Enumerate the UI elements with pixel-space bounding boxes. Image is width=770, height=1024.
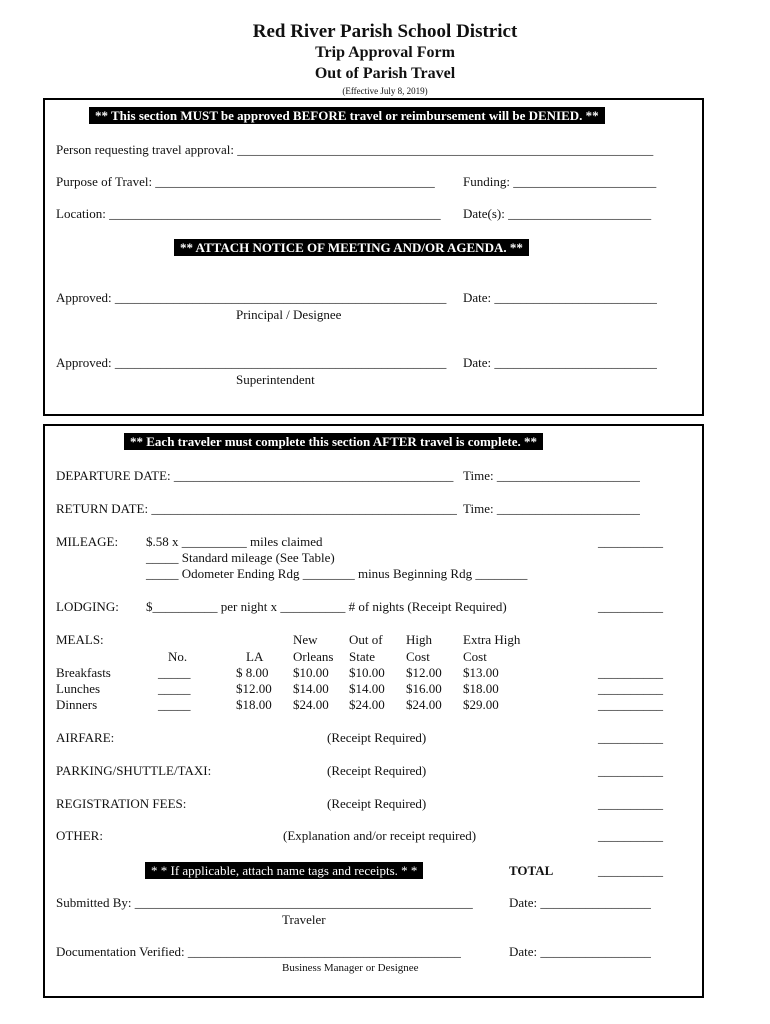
other-label: OTHER:	[56, 828, 103, 843]
traveler-caption: Traveler	[282, 912, 326, 927]
superintendent-approval-field[interactable]: Approved: ___________________________________________________	[56, 355, 447, 370]
meal-row-high-cost-rate: $24.00	[406, 697, 442, 712]
meal-row-out-of-state-rate: $10.00	[349, 665, 385, 680]
funding-field[interactable]: Funding: ______________________	[463, 174, 657, 189]
return-time-field[interactable]: Time: ______________________	[463, 501, 640, 516]
mileage-label: MILEAGE:	[56, 534, 119, 549]
total-amount-field[interactable]: __________	[598, 863, 663, 878]
meal-row-la-rate: $18.00	[236, 697, 272, 712]
parking-amount-field[interactable]: __________	[598, 763, 663, 778]
meal-row-extra-high-rate: $18.00	[463, 681, 499, 696]
registration-label: REGISTRATION FEES:	[56, 796, 187, 811]
meal-row-name: Lunches	[56, 681, 101, 696]
meal-row-count-field[interactable]: _____	[158, 697, 191, 712]
approval-banner: ** This section MUST be approved BEFORE travel or reimbursement will be DENIED. **	[89, 107, 605, 124]
mileage-miles-field[interactable]: $.58 x __________ miles claimed	[146, 534, 323, 549]
meal-row-high-cost-rate: $16.00	[406, 681, 442, 696]
location-field[interactable]: Location: ___________________________________________________	[56, 206, 441, 221]
business-manager-caption: Business Manager or Designee	[282, 962, 419, 974]
principal-approval-date-field[interactable]: Date: _________________________	[463, 290, 657, 305]
meals-header-no: No.	[168, 649, 188, 664]
meals-header-extra-high-2: Cost	[463, 649, 487, 664]
person-requesting-field[interactable]: Person requesting travel approval: ________________________________________________________________	[56, 142, 654, 157]
departure-time-field[interactable]: Time: ______________________	[463, 468, 640, 483]
meal-row-extra-high-rate: $13.00	[463, 665, 499, 680]
verified-date-field[interactable]: Date: _________________	[509, 944, 651, 959]
dates-field[interactable]: Date(s): ______________________	[463, 206, 652, 221]
airfare-label: AIRFARE:	[56, 730, 115, 745]
meals-header-extra-high-1: Extra High	[463, 632, 521, 647]
documentation-verified-field[interactable]: Documentation Verified: __________________________________________	[56, 944, 461, 959]
meals-header-high-cost-2: Cost	[406, 649, 430, 664]
meal-row-out-of-state-rate: $24.00	[349, 697, 385, 712]
superintendent-approval-date-field[interactable]: Date: _________________________	[463, 355, 657, 370]
meal-row-amount-field[interactable]: __________	[598, 681, 663, 696]
meals-header-out-of-state-1: Out of	[349, 632, 383, 647]
meal-row-name: Breakfasts	[56, 665, 111, 680]
registration-amount-field[interactable]: __________	[598, 796, 663, 811]
meal-row-name: Dinners	[56, 697, 98, 712]
parking-receipt-note: (Receipt Required)	[327, 763, 427, 778]
meals-header-high-cost-1: High	[406, 632, 432, 647]
meals-header-new-orleans-1: New	[293, 632, 318, 647]
meals-label: MEALS:	[56, 632, 104, 647]
total-label: TOTAL	[509, 863, 554, 878]
airfare-receipt-note: (Receipt Required)	[327, 730, 427, 745]
meal-row-count-field[interactable]: _____	[158, 681, 191, 696]
form-title: Trip Approval Form	[315, 44, 455, 61]
meal-row-new-orleans-rate: $24.00	[293, 697, 329, 712]
meal-row-la-rate: $12.00	[236, 681, 272, 696]
meal-row-extra-high-rate: $29.00	[463, 697, 499, 712]
meal-row-la-rate: $ 8.00	[236, 665, 269, 680]
superintendent-caption: Superintendent	[236, 372, 315, 387]
other-note: (Explanation and/or receipt required)	[283, 828, 477, 843]
registration-receipt-note: (Receipt Required)	[327, 796, 427, 811]
meals-header-new-orleans-2: Orleans	[293, 649, 334, 664]
meal-row-out-of-state-rate: $14.00	[349, 681, 385, 696]
principal-caption: Principal / Designee	[236, 307, 342, 322]
reimbursement-banner: ** Each traveler must complete this section AFTER travel is complete. **	[124, 433, 543, 450]
airfare-amount-field[interactable]: __________	[598, 730, 663, 745]
attach-tags-banner: * * If applicable, attach name tags and receipts. * *	[145, 862, 423, 879]
meal-row-high-cost-rate: $12.00	[406, 665, 442, 680]
return-date-field[interactable]: RETURN DATE: _______________________________________________	[56, 501, 457, 516]
submitted-date-field[interactable]: Date: _________________	[509, 895, 651, 910]
meal-row-new-orleans-rate: $10.00	[293, 665, 329, 680]
submitted-by-field[interactable]: Submitted By: ____________________________________________________	[56, 895, 473, 910]
meal-row-new-orleans-rate: $14.00	[293, 681, 329, 696]
meal-row-count-field[interactable]: _____	[158, 665, 191, 680]
meal-row-amount-field[interactable]: __________	[598, 697, 663, 712]
district-title: Red River Parish School District	[252, 21, 518, 42]
lodging-field[interactable]: $__________ per night x __________ # of nights (Receipt Required)	[146, 599, 507, 614]
parking-label: PARKING/SHUTTLE/TAXI:	[56, 763, 212, 778]
form-subtitle: Out of Parish Travel	[314, 65, 456, 82]
mileage-odometer-field[interactable]: _____ Odometer Ending Rdg ________ minus Beginning Rdg ________	[146, 566, 528, 581]
meals-header-la: LA	[246, 649, 264, 664]
purpose-of-travel-field[interactable]: Purpose of Travel: ___________________________________________	[56, 174, 435, 189]
principal-approval-field[interactable]: Approved: ___________________________________________________	[56, 290, 447, 305]
lodging-label: LODGING:	[56, 599, 119, 614]
effective-date: (Effective July 8, 2019)	[342, 86, 428, 96]
other-amount-field[interactable]: __________	[598, 828, 663, 843]
mileage-amount-field[interactable]: __________	[598, 534, 663, 549]
meal-row-amount-field[interactable]: __________	[598, 665, 663, 680]
meals-header-out-of-state-2: State	[349, 649, 375, 664]
lodging-amount-field[interactable]: __________	[598, 599, 663, 614]
departure-date-field[interactable]: DEPARTURE DATE: ___________________________________________	[56, 468, 454, 483]
attach-notice-banner: ** ATTACH NOTICE OF MEETING AND/OR AGENDA. **	[174, 239, 529, 256]
mileage-standard-field[interactable]: _____ Standard mileage (See Table)	[146, 550, 335, 565]
